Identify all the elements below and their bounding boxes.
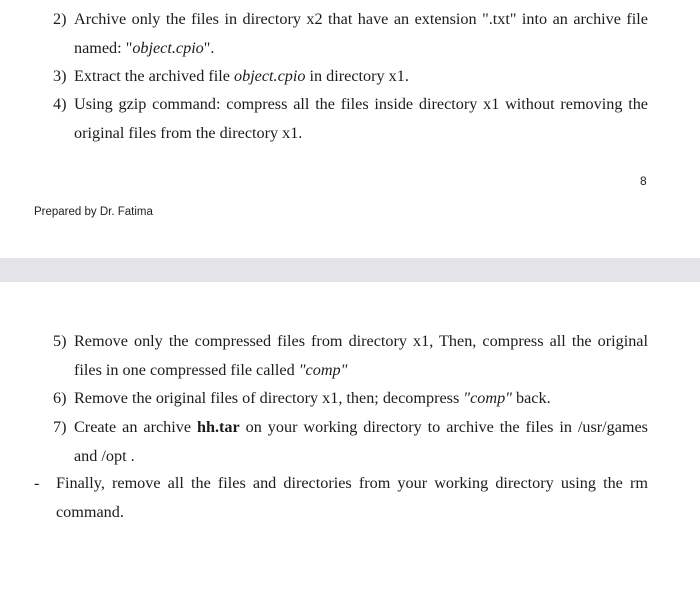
- list-item-final: [34, 476, 648, 533]
- item-number: 4): [53, 95, 67, 113]
- item-text: [56, 469, 648, 526]
- item-number: 3): [53, 67, 67, 85]
- text-run: Extract the archived file: [74, 67, 234, 85]
- item-text: [74, 384, 648, 413]
- text-run: Remove the original files of directory x1, then; decompress: [74, 389, 464, 407]
- text-run: Using gzip command: compress all the files inside directory x1 without removing the original files from the directory x1.: [74, 95, 648, 142]
- text-run: on your working directory to archive the files in /usr/games and /opt .: [74, 418, 648, 465]
- footer-author: Prepared by Dr. Fatima: [34, 206, 153, 218]
- item-number: 6): [53, 389, 67, 407]
- text-run: in directory x1.: [305, 67, 409, 85]
- item-text: [74, 413, 648, 470]
- document-page-top: [0, 0, 700, 258]
- item-text: [74, 327, 648, 384]
- item-number: 2): [53, 10, 67, 28]
- page-separator: [0, 258, 700, 282]
- page-number: 8: [640, 174, 647, 188]
- text-run: "comp": [298, 360, 348, 379]
- item-number: 7): [53, 418, 67, 436]
- text-run: Archive only the files in directory x2 that have an extension ".txt" into an archive file named: ": [74, 10, 648, 57]
- list-item: [53, 97, 648, 154]
- item-number: 5): [53, 332, 67, 350]
- text-run: back.: [511, 389, 551, 407]
- text-run: object.cpio: [132, 38, 204, 57]
- text-run: hh.tar: [196, 418, 240, 436]
- list-item: [53, 334, 648, 391]
- text-run: "comp": [463, 389, 512, 407]
- text-run: ".: [203, 38, 215, 57]
- bullet-dash: -: [34, 474, 40, 492]
- item-text: [74, 62, 648, 91]
- text-run: Create an archive: [74, 418, 197, 436]
- item-text: [74, 5, 648, 62]
- text-run: Remove only the compressed files from directory x1, Then, compress all the original files in one compressed file called: [74, 332, 648, 379]
- item-text: [74, 90, 648, 147]
- document-page-bottom: [0, 282, 700, 593]
- text-run: object.cpio: [234, 67, 306, 85]
- final-item-text: Finally, remove all the files and directories from your working directory using the rm command.: [56, 474, 648, 521]
- list-item: [53, 12, 648, 69]
